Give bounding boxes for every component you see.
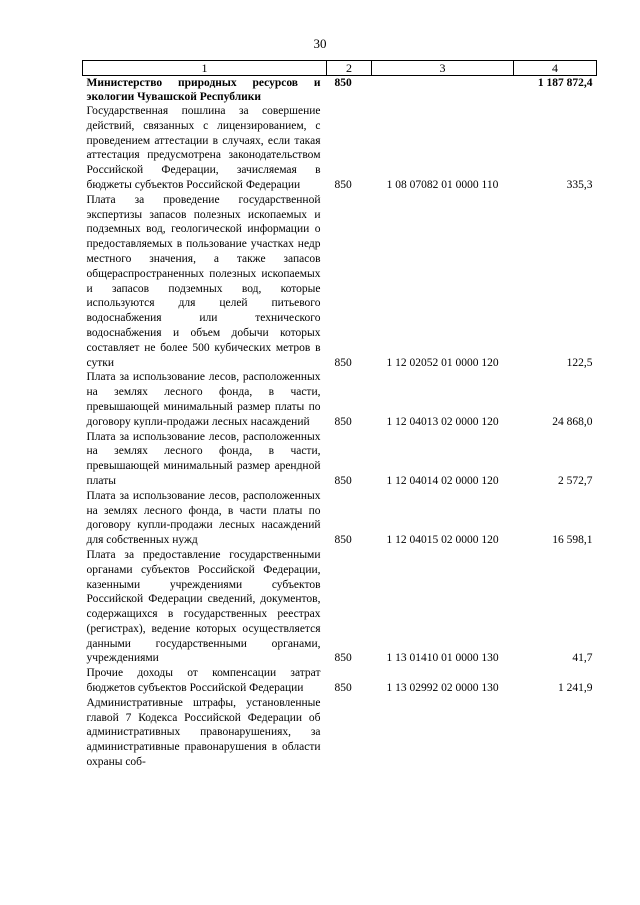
- row-name: Плата за проведение государственной экспертизы запасов полезных ископаемых и подземных вод, геологической информации о предоставляемых в пользование участках недр местного значения, а также запасов общераспространенных полезных ископаемых и запасов подземных вод, которые используются для целей питьевого водоснабжения или технического водоснабжения и объем добычи которых составляет не более 500 кубических метров в сутки: [86, 193, 321, 369]
- row-name: Плата за использование лесов, расположенных на землях лесного фонда, в части, превышающей минимальный размер арендной платы: [86, 430, 321, 487]
- row-amount: 335,3: [566, 178, 593, 191]
- row-name: Прочие доходы от компенсации затрат бюджетов субъектов Российской Федерации: [86, 667, 321, 695]
- row-amount: [514, 696, 597, 770]
- table-row: [83, 489, 597, 548]
- row-amount: 2 572,7: [558, 474, 593, 487]
- table-row: [83, 104, 597, 193]
- row-name: Плата за использование лесов, расположенных на землях лесного фонда, в части, превышающей минимальный размер платы по договору купли-продажи лесных насаждений: [86, 371, 321, 428]
- row-code: 1 13 01410 01 0000 130: [386, 652, 499, 665]
- row-name: Административные штрафы, установленные главой 7 Кодекса Российской Федерации об административных правонарушениях, за административные правонарушения в области охраны соб-: [86, 696, 321, 769]
- row-chapter: 850: [334, 356, 352, 369]
- table-row: [83, 193, 597, 371]
- column-header-3: 3: [372, 61, 514, 76]
- row-amount: 1 241,9: [558, 682, 593, 695]
- row-amount: 24 868,0: [552, 415, 593, 428]
- row-name: Государственная пошлина за совершение действий, связанных с лицензированием, с проведением аттестации в случаях, если такая аттестация предусмотрена законодательством Российской Федерации, зачисляемая в бюджеты субъектов Российской Федерации: [86, 105, 321, 191]
- row-chapter: 850: [334, 178, 352, 191]
- ministry-name: Министерство природных ресурсов и экологии Чувашской Республики: [86, 77, 321, 103]
- column-header-4: 4: [514, 61, 597, 76]
- revenue-table: [82, 60, 597, 770]
- row-chapter: 850: [334, 652, 352, 665]
- ministry-row: [83, 76, 597, 105]
- ministry-chapter: 850: [334, 77, 352, 89]
- row-code: 1 13 02992 02 0000 130: [386, 682, 499, 695]
- row-name: Плата за использование лесов, расположенных на землях лесного фонда, в части платы по договору купли-продажи лесных насаждений для собственных нужд: [86, 489, 321, 547]
- row-code: 1 12 04013 02 0000 120: [386, 415, 499, 428]
- row-amount: 122,5: [566, 356, 593, 369]
- row-chapter: 850: [334, 534, 352, 547]
- table-row: [83, 370, 597, 429]
- column-number-row: [83, 61, 597, 76]
- column-header-2: 2: [327, 61, 372, 76]
- ministry-code: [372, 76, 514, 105]
- row-code: 1 08 07082 01 0000 110: [386, 178, 499, 191]
- row-code: [372, 696, 514, 770]
- row-chapter: 850: [334, 474, 352, 487]
- row-name: Плата за предоставление государственными органами субъектов Российской Федерации, казенными учреждениями субъектов Российской Федерации сведений, документов, содержащихся в государственных реестрах (регистрах), ведение которых осуществляется данными государственными органами, учреждениями: [86, 548, 321, 665]
- page-number: 30: [313, 36, 327, 51]
- row-chapter: [327, 696, 372, 770]
- row-amount: 41,7: [572, 652, 593, 665]
- row-code: 1 12 04014 02 0000 120: [386, 474, 499, 487]
- row-chapter: 850: [334, 415, 352, 428]
- column-header-1: 1: [83, 61, 327, 76]
- row-code: 1 12 02052 01 0000 120: [386, 356, 499, 369]
- row-code: 1 12 04015 02 0000 120: [386, 534, 499, 547]
- table-row: [83, 696, 597, 770]
- table-row: [83, 548, 597, 666]
- row-chapter: 850: [334, 682, 352, 695]
- ministry-total: 1 187 872,4: [537, 77, 593, 89]
- row-amount: 16 598,1: [552, 534, 593, 547]
- table-row: [83, 666, 597, 696]
- table-row: [83, 430, 597, 489]
